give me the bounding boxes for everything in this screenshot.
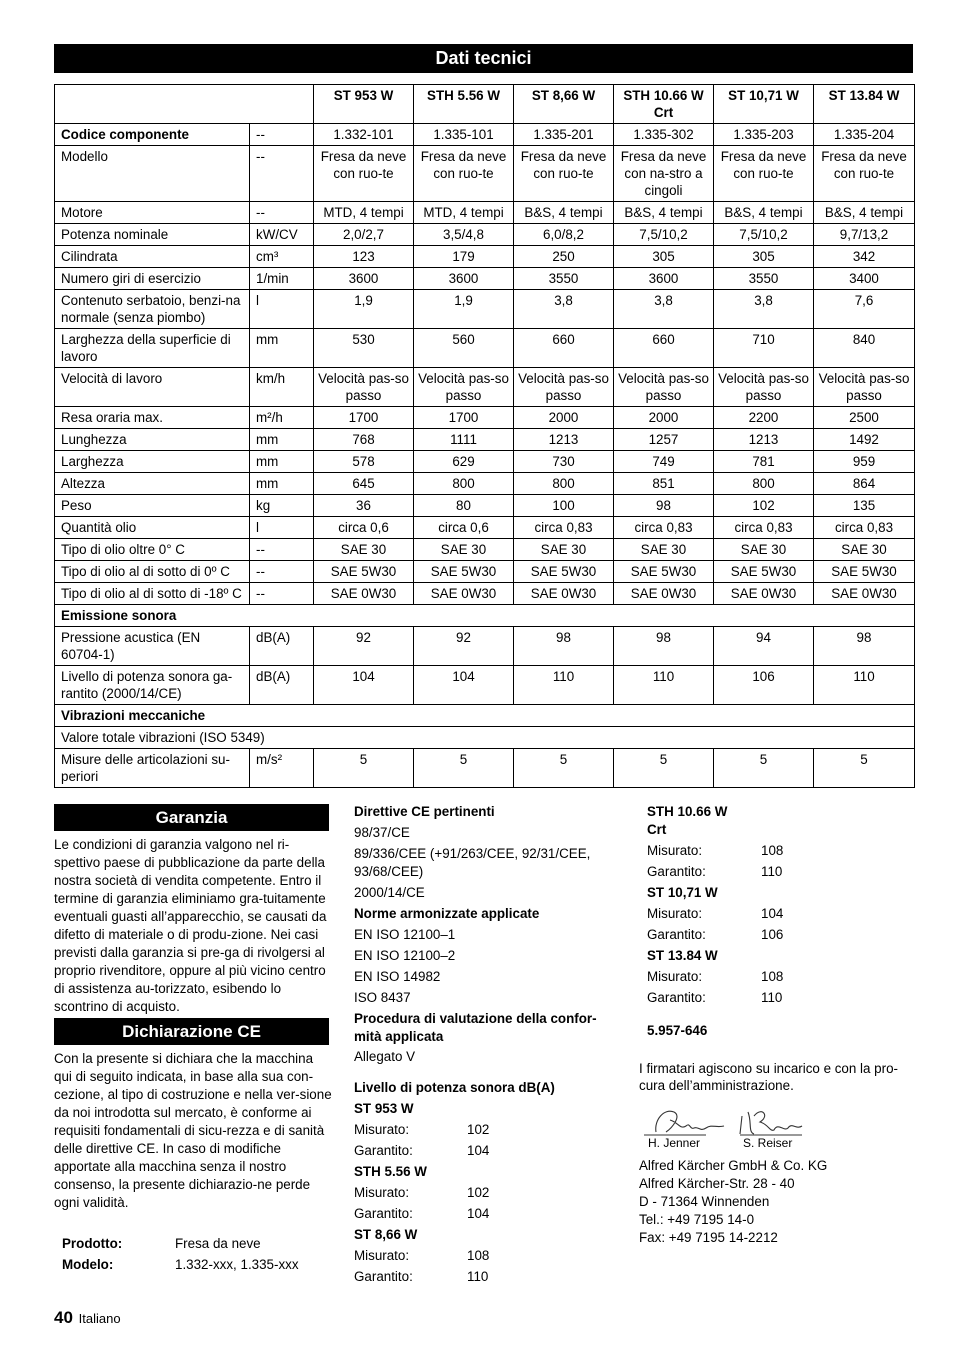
cell-value: 629 xyxy=(414,451,514,473)
cell-value: SAE 0W30 xyxy=(714,583,814,605)
row-unit: mm xyxy=(250,329,314,368)
cell-value: 959 xyxy=(814,451,915,473)
cell-value: Fresa da neve con ruo-te xyxy=(314,146,414,202)
cell-value: 5 xyxy=(414,749,514,788)
cell-value: 110 xyxy=(814,666,915,705)
cell-value: MTD, 4 tempi xyxy=(414,202,514,224)
address-line: Tel.: +49 7195 14-0 xyxy=(639,1212,755,1227)
row-label: Pressione acustica (EN 60704-1) xyxy=(55,627,250,666)
vibration-header: Vibrazioni meccaniche xyxy=(55,705,915,727)
cell-value: 102 xyxy=(714,495,814,517)
row-label: Motore xyxy=(55,202,250,224)
sound-model-name: ST 8,66 W xyxy=(354,1227,418,1242)
cell-value: B&S, 4 tempi xyxy=(714,202,814,224)
table-row xyxy=(55,290,915,329)
sound-guaranteed-row xyxy=(647,926,917,944)
sound-measured-row xyxy=(647,905,917,923)
row-label: Altezza xyxy=(55,473,250,495)
page-footer xyxy=(54,1307,121,1330)
row-label: Larghezza xyxy=(55,451,250,473)
row-unit: -- xyxy=(250,561,314,583)
row-label: Modello xyxy=(55,146,250,202)
row-unit: -- xyxy=(250,146,314,202)
product-info xyxy=(54,1235,332,1274)
sound-guaranteed-value: 104 xyxy=(467,1143,490,1158)
sound-levels-right xyxy=(647,803,917,1007)
norms-title: Norme armonizzate applicate xyxy=(354,906,540,921)
cell-value: 106 xyxy=(714,666,814,705)
right-section xyxy=(647,803,917,1040)
cell-value: SAE 30 xyxy=(314,539,414,561)
sound-measured-label: Misurato: xyxy=(354,1122,410,1137)
table-row xyxy=(55,583,915,605)
cell-value: 98 xyxy=(614,627,714,666)
sound-measured-row xyxy=(354,1247,624,1265)
procedure-title: Procedura di valutazione della confor-mità applicata xyxy=(354,1011,597,1044)
row-unit: kW/CV xyxy=(250,224,314,246)
cell-value: 781 xyxy=(714,451,814,473)
table-row xyxy=(55,329,915,368)
cell-value: circa 0,83 xyxy=(714,517,814,539)
sound-guaranteed-row xyxy=(354,1268,624,1286)
sound-guaranteed-label: Garantito: xyxy=(354,1269,413,1284)
table-row xyxy=(55,368,915,407)
directive-item: 89/336/CEE (+91/263/CEE, 92/31/CEE, 93/68/CEE) xyxy=(354,846,591,879)
row-unit: dB(A) xyxy=(250,666,314,705)
cell-value: 100 xyxy=(514,495,614,517)
cell-value: 110 xyxy=(514,666,614,705)
footer-language: Italiano xyxy=(78,1311,121,1326)
cell-value: B&S, 4 tempi xyxy=(814,202,915,224)
cell-value: 5 xyxy=(514,749,614,788)
sound-model-name: ST 953 W xyxy=(354,1101,414,1116)
table-row xyxy=(55,749,915,788)
sound-guaranteed-value: 110 xyxy=(761,864,783,879)
row-label: Resa oraria max. xyxy=(55,407,250,429)
cell-value: 2200 xyxy=(714,407,814,429)
row-label: Lunghezza xyxy=(55,429,250,451)
cell-value: 800 xyxy=(714,473,814,495)
procedure-value: Allegato V xyxy=(354,1049,416,1064)
table-row xyxy=(55,407,915,429)
cell-value: 104 xyxy=(314,666,414,705)
cell-value: circa 0,6 xyxy=(314,517,414,539)
row-unit: -- xyxy=(250,539,314,561)
cell-value: 1213 xyxy=(514,429,614,451)
cell-value: Velocità pas-so passo xyxy=(314,368,414,407)
cell-value: 5 xyxy=(814,749,915,788)
cell-value: 104 xyxy=(414,666,514,705)
cell-value: 840 xyxy=(814,329,915,368)
sound-model-name: ST 13.84 W xyxy=(647,948,718,963)
cell-value: 2000 xyxy=(614,407,714,429)
table-row xyxy=(55,224,915,246)
vibration-subheader: Valore totale vibrazioni (ISO 5349) xyxy=(55,727,915,749)
sound-guaranteed-row xyxy=(647,989,917,1007)
cell-value: SAE 5W30 xyxy=(514,561,614,583)
product-label: Prodotto: xyxy=(62,1236,123,1251)
sound-model-block xyxy=(354,1226,624,1286)
signature-name-2: S. Reiser xyxy=(743,1136,793,1150)
sound-measured-label: Misurato: xyxy=(354,1185,410,1200)
cell-value: 3,8 xyxy=(614,290,714,329)
cell-value: 98 xyxy=(614,495,714,517)
sound-guaranteed-value: 110 xyxy=(761,990,783,1005)
cell-value: 560 xyxy=(414,329,514,368)
cell-value: 2500 xyxy=(814,407,915,429)
cell-value: MTD, 4 tempi xyxy=(314,202,414,224)
cell-value: 710 xyxy=(714,329,814,368)
cell-value: SAE 5W30 xyxy=(314,561,414,583)
cell-value: Fresa da neve con na-stro a cingoli xyxy=(614,146,714,202)
cell-value: Velocità pas-so passo xyxy=(814,368,915,407)
sound-measured-row xyxy=(354,1121,624,1139)
cell-value: 5 xyxy=(314,749,414,788)
sound-guaranteed-row xyxy=(354,1205,624,1223)
sound-measured-row xyxy=(647,968,917,986)
table-row xyxy=(55,429,915,451)
cell-value: 305 xyxy=(714,246,814,268)
table-row xyxy=(55,517,915,539)
cell-value: Fresa da neve con ruo-te xyxy=(814,146,915,202)
cell-value: SAE 30 xyxy=(514,539,614,561)
cell-value: 3,8 xyxy=(714,290,814,329)
header-blank xyxy=(55,85,314,124)
sound-guaranteed-label: Garantito: xyxy=(647,864,706,879)
model-header: STH 10.66 W Crt xyxy=(614,85,714,124)
cell-value: SAE 5W30 xyxy=(814,561,915,583)
model-row xyxy=(62,1256,332,1274)
norm-item: ISO 8437 xyxy=(354,990,411,1005)
cell-value: 92 xyxy=(314,627,414,666)
cell-value: 1492 xyxy=(814,429,915,451)
cell-value: SAE 0W30 xyxy=(814,583,915,605)
row-label: Livello di potenza sonora ga-rantito (2000/14/CE) xyxy=(55,666,250,705)
row-unit: -- xyxy=(250,124,314,146)
address-line: Fax: +49 7195 14-2212 xyxy=(639,1230,778,1245)
sound-guaranteed-value: 110 xyxy=(467,1269,489,1284)
cell-value: SAE 30 xyxy=(614,539,714,561)
cell-value: circa 0,6 xyxy=(414,517,514,539)
cell-value: 98 xyxy=(514,627,614,666)
cell-value: 3,5/4,8 xyxy=(414,224,514,246)
cell-value: SAE 5W30 xyxy=(614,561,714,583)
sound-guaranteed-label: Garantito: xyxy=(647,990,706,1005)
model-header: ST 8,66 W xyxy=(514,85,614,124)
cell-value: SAE 5W30 xyxy=(414,561,514,583)
dichiarazione-title: Dichiarazione CE xyxy=(54,1018,329,1045)
cell-value: SAE 30 xyxy=(414,539,514,561)
table-row xyxy=(55,495,915,517)
cell-value: 3550 xyxy=(514,268,614,290)
cell-value: 135 xyxy=(814,495,915,517)
sound-model-block xyxy=(354,1100,624,1160)
company-address xyxy=(639,1157,919,1247)
table-row xyxy=(55,727,915,749)
section-title: Dati tecnici xyxy=(54,44,913,73)
cell-value: 660 xyxy=(514,329,614,368)
cell-value: 1213 xyxy=(714,429,814,451)
table-row xyxy=(55,539,915,561)
cell-value: circa 0,83 xyxy=(514,517,614,539)
model-header: ST 10,71 W xyxy=(714,85,814,124)
cell-value: 1.335-101 xyxy=(414,124,514,146)
sound-guaranteed-label: Garantito: xyxy=(354,1206,413,1221)
table-row xyxy=(55,451,915,473)
row-unit: mm xyxy=(250,429,314,451)
sound-measured-value: 104 xyxy=(761,906,784,921)
cell-value: 5 xyxy=(714,749,814,788)
emission-header: Emissione sonora xyxy=(55,605,915,627)
table-row xyxy=(55,666,915,705)
cell-value: 7,6 xyxy=(814,290,915,329)
sound-measured-row xyxy=(647,842,917,860)
row-label: Tipo di olio oltre 0° C xyxy=(55,539,250,561)
dichiarazione-section xyxy=(54,1050,332,1274)
cell-value: 2000 xyxy=(514,407,614,429)
cell-value: 3400 xyxy=(814,268,915,290)
sound-guaranteed-row xyxy=(647,863,917,881)
norm-item: EN ISO 12100–2 xyxy=(354,948,456,963)
row-label: Velocità di lavoro xyxy=(55,368,250,407)
cell-value: B&S, 4 tempi xyxy=(514,202,614,224)
sound-model-block xyxy=(647,947,917,1007)
table-header-row xyxy=(55,85,915,124)
sound-guaranteed-label: Garantito: xyxy=(354,1143,413,1158)
table-row xyxy=(55,561,915,583)
dichiarazione-text: Con la presente si dichiara che la macchina qui di seguito indicata, in base alla sua con-cezione, al tipo di costruzione e nella ver-sione da noi introdotta sul mercato, è conforme ai requisiti fondamentali di sicu-rezza e di sanità delle direttive CE. In caso di modifiche apportate alla macchina senza il nostro consenso, la presente dichiarazio-ne perde ogni validità. xyxy=(54,1051,332,1210)
table-row xyxy=(55,146,915,202)
cell-value: Velocità pas-so passo xyxy=(514,368,614,407)
sound-measured-value: 108 xyxy=(761,843,784,858)
sound-measured-label: Misurato: xyxy=(354,1248,410,1263)
row-label: Tipo di olio al di sotto di -18º C xyxy=(55,583,250,605)
cell-value: 5 xyxy=(614,749,714,788)
cell-value: SAE 0W30 xyxy=(314,583,414,605)
table-row xyxy=(55,202,915,224)
cell-value: SAE 0W30 xyxy=(514,583,614,605)
cell-value: 250 xyxy=(514,246,614,268)
cell-value: 3550 xyxy=(714,268,814,290)
cell-value: 530 xyxy=(314,329,414,368)
row-unit: m²/h xyxy=(250,407,314,429)
cell-value: SAE 30 xyxy=(714,539,814,561)
sound-levels-left xyxy=(354,1100,624,1286)
cell-value: 9,7/13,2 xyxy=(814,224,915,246)
doc-number: 5.957-646 xyxy=(647,1023,708,1038)
garanzia-text: Le condizioni di garanzia valgono nel ri-spettivo paese di pubblicazione da parte della nostra società di vendita competente. Entro il termine di garanzia eliminiamo gra-tuitamente eventuali guasti all’apparecchio, se causati da difetto di materiale o di produ-zione. Nei casi previsti dalla garanzia si pre-ga di rivolgersi al proprio rivenditore, oppure al più vicino centro di assistenza au-torizzato, esibendo lo scontrino di acquisto. xyxy=(54,837,327,1014)
cell-value: 3600 xyxy=(314,268,414,290)
cell-value: 3,8 xyxy=(514,290,614,329)
cell-value: 179 xyxy=(414,246,514,268)
table-row xyxy=(55,268,915,290)
sound-model-name: STH 5.56 W xyxy=(354,1164,427,1179)
row-unit: kg xyxy=(250,495,314,517)
sound-model-block xyxy=(647,803,917,881)
cell-value: 800 xyxy=(414,473,514,495)
cell-value: SAE 30 xyxy=(814,539,915,561)
cell-value: 1.335-203 xyxy=(714,124,814,146)
table-row xyxy=(55,605,915,627)
product-row xyxy=(62,1235,332,1256)
sound-measured-value: 102 xyxy=(467,1185,490,1200)
address-line: Alfred Kärcher-Str. 28 - 40 xyxy=(639,1176,795,1191)
sound-model-block xyxy=(354,1163,624,1223)
model-header: ST 13.84 W xyxy=(814,85,915,124)
cell-value: 660 xyxy=(614,329,714,368)
table-row xyxy=(55,473,915,495)
row-unit: -- xyxy=(250,583,314,605)
cell-value: 1.335-201 xyxy=(514,124,614,146)
signatories-text: I firmatari agiscono su incarico e con la pro-cura dell’amministrazione. xyxy=(639,1061,898,1093)
cell-value: 1,9 xyxy=(314,290,414,329)
cell-value: B&S, 4 tempi xyxy=(614,202,714,224)
sound-model-name: STH 10.66 W Crt xyxy=(647,804,728,837)
model-label: Modelo: xyxy=(62,1257,114,1272)
page-number: 40 xyxy=(54,1308,73,1327)
row-unit: dB(A) xyxy=(250,627,314,666)
cell-value: 730 xyxy=(514,451,614,473)
cell-value: 851 xyxy=(614,473,714,495)
cell-value: 1,9 xyxy=(414,290,514,329)
cell-value: 864 xyxy=(814,473,915,495)
cell-value: 1700 xyxy=(314,407,414,429)
sound-measured-label: Misurato: xyxy=(647,969,703,984)
row-label: Quantità olio xyxy=(55,517,250,539)
directive-item: 98/37/CE xyxy=(354,825,410,840)
cell-value: Fresa da neve con ruo-te xyxy=(514,146,614,202)
cell-value: 768 xyxy=(314,429,414,451)
cell-value: 123 xyxy=(314,246,414,268)
sound-guaranteed-value: 106 xyxy=(761,927,784,942)
sound-measured-value: 108 xyxy=(467,1248,490,1263)
garanzia-title: Garanzia xyxy=(54,804,329,831)
directive-item: 2000/14/CE xyxy=(354,885,425,900)
row-unit: cm³ xyxy=(250,246,314,268)
cell-value: Velocità pas-so passo xyxy=(614,368,714,407)
row-unit: mm xyxy=(250,473,314,495)
row-unit: l xyxy=(250,517,314,539)
cell-value: circa 0,83 xyxy=(814,517,915,539)
cell-value: 36 xyxy=(314,495,414,517)
cell-value: 6,0/8,2 xyxy=(514,224,614,246)
cell-value: 3600 xyxy=(614,268,714,290)
row-label: Contenuto serbatoio, benzi-na normale (senza piombo) xyxy=(55,290,250,329)
cell-value: 1111 xyxy=(414,429,514,451)
cell-value: SAE 5W30 xyxy=(714,561,814,583)
cell-value: 1257 xyxy=(614,429,714,451)
table-row xyxy=(55,627,915,666)
address-line: D - 71364 Winnenden xyxy=(639,1194,770,1209)
cell-value: 7,5/10,2 xyxy=(614,224,714,246)
spec-table xyxy=(54,84,915,788)
cell-value: Velocità pas-so passo xyxy=(714,368,814,407)
row-label: Larghezza della superficie di lavoro xyxy=(55,329,250,368)
cell-value: 645 xyxy=(314,473,414,495)
cell-value: 94 xyxy=(714,627,814,666)
cell-value: 1.332-101 xyxy=(314,124,414,146)
cell-value: SAE 0W30 xyxy=(614,583,714,605)
row-label: Misure delle articolazioni su-periori xyxy=(55,749,250,788)
norm-item: EN ISO 14982 xyxy=(354,969,441,984)
cell-value: 80 xyxy=(414,495,514,517)
cell-value: 98 xyxy=(814,627,915,666)
signature-name-1: H. Jenner xyxy=(648,1136,701,1150)
row-unit: mm xyxy=(250,451,314,473)
sound-measured-label: Misurato: xyxy=(647,906,703,921)
cell-value: 305 xyxy=(614,246,714,268)
garanzia-section xyxy=(54,836,332,1016)
sound-guaranteed-label: Garantito: xyxy=(647,927,706,942)
row-label: Cilindrata xyxy=(55,246,250,268)
address-line: Alfred Kärcher GmbH & Co. KG xyxy=(639,1158,828,1173)
table-row xyxy=(55,705,915,727)
cell-value: 110 xyxy=(614,666,714,705)
cell-value: Fresa da neve con ruo-te xyxy=(714,146,814,202)
model-value: 1.332-xxx, 1.335-xxx xyxy=(175,1257,299,1272)
row-unit: m/s² xyxy=(250,749,314,788)
model-header: ST 953 W xyxy=(314,85,414,124)
norm-item: EN ISO 12100–1 xyxy=(354,927,456,942)
cell-value: 92 xyxy=(414,627,514,666)
signature-section xyxy=(639,1060,919,1094)
directives-title: Direttive CE pertinenti xyxy=(354,804,495,819)
cell-value: 1.335-204 xyxy=(814,124,915,146)
cell-value: 1700 xyxy=(414,407,514,429)
cell-value: 1.335-302 xyxy=(614,124,714,146)
directives-section xyxy=(354,803,624,1286)
row-label: Numero giri di esercizio xyxy=(55,268,250,290)
sound-measured-row xyxy=(354,1184,624,1202)
cell-value: 342 xyxy=(814,246,915,268)
sound-model-block xyxy=(647,884,917,944)
row-unit: 1/min xyxy=(250,268,314,290)
sound-model-name: ST 10,71 W xyxy=(647,885,718,900)
row-label: Tipo di olio al di sotto di 0º C xyxy=(55,561,250,583)
cell-value: 749 xyxy=(614,451,714,473)
sound-measured-label: Misurato: xyxy=(647,843,703,858)
power-title: Livello di potenza sonora dB(A) xyxy=(354,1080,555,1095)
sound-guaranteed-value: 104 xyxy=(467,1206,490,1221)
cell-value: 800 xyxy=(514,473,614,495)
sound-measured-value: 102 xyxy=(467,1122,490,1137)
cell-value: 3600 xyxy=(414,268,514,290)
cell-value: Fresa da neve con ruo-te xyxy=(414,146,514,202)
table-row xyxy=(55,124,915,146)
cell-value: 2,0/2,7 xyxy=(314,224,414,246)
row-unit: l xyxy=(250,290,314,329)
row-unit: -- xyxy=(250,202,314,224)
cell-value: 578 xyxy=(314,451,414,473)
sound-guaranteed-row xyxy=(354,1142,624,1160)
cell-value: SAE 0W30 xyxy=(414,583,514,605)
cell-value: circa 0,83 xyxy=(614,517,714,539)
row-label: Codice componente xyxy=(55,124,250,146)
cell-value: 7,5/10,2 xyxy=(714,224,814,246)
table-row xyxy=(55,246,915,268)
product-value: Fresa da neve xyxy=(175,1236,261,1251)
row-unit: km/h xyxy=(250,368,314,407)
cell-value: Velocità pas-so passo xyxy=(414,368,514,407)
model-header: STH 5.56 W xyxy=(414,85,514,124)
row-label: Potenza nominale xyxy=(55,224,250,246)
row-label: Peso xyxy=(55,495,250,517)
sound-measured-value: 108 xyxy=(761,969,784,984)
